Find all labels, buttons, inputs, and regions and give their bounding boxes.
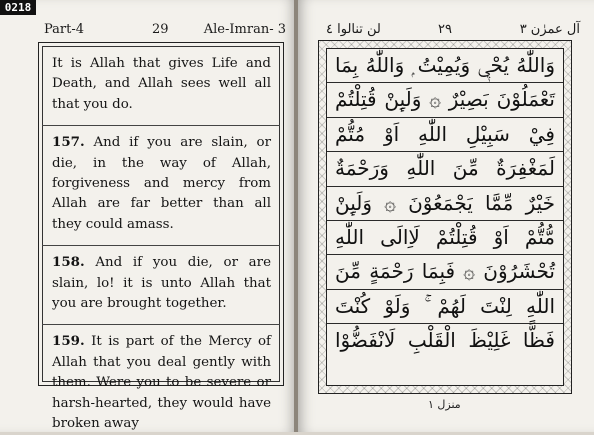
arabic-page-number: ۲۹ bbox=[438, 22, 452, 37]
arabic-line: خَيْرٌ مِّمَّا يَجْمَعُوْنَ ۞ وَلَىِٕنْ bbox=[327, 187, 563, 221]
verse-text: And if you die, or are slain, lo! it is unto Allah that you are brought together. bbox=[52, 255, 271, 312]
verse-text: It is Allah that gives Life and Death, and Allah sees well all that you do. bbox=[52, 56, 271, 112]
part-label: Part-4 bbox=[44, 22, 85, 37]
arabic-text-block bbox=[326, 48, 564, 386]
divider bbox=[42, 245, 280, 246]
divider bbox=[42, 125, 280, 126]
arabic-surah-label: آل عمرٰن ۳ bbox=[519, 22, 580, 37]
verse-number: 159. bbox=[52, 333, 85, 350]
arabic-line: وَاللّٰهُ يُحْيٖ وَيُمِيْتُ ۭ وَاللّٰهُ بِمَا bbox=[327, 49, 563, 83]
manzil-marker: منزل ۱ bbox=[428, 398, 461, 411]
paragraph-verse-156 bbox=[52, 53, 271, 115]
arabic-line: مُّتُّمْ اَوْ قُتِلْتُمْ لَاِالَى اللّٰهِ bbox=[327, 221, 563, 255]
left-page bbox=[0, 0, 296, 432]
surah-label: Ale-Imran- 3 bbox=[203, 22, 286, 37]
translation-inner-border bbox=[42, 46, 280, 432]
right-page-header bbox=[308, 22, 584, 40]
arabic-line: تُحْشَرُوْنَ ۞ فَبِمَا رَحْمَةٍ مِّنَ bbox=[327, 255, 563, 289]
left-page-header bbox=[44, 22, 290, 40]
verse-text: It is part of the Mercy of Allah that you deal gently with them. Were you to be severe or harsh-hearted, they would have broken away bbox=[52, 334, 271, 432]
translation-frame bbox=[38, 42, 284, 432]
paragraph-verse-157 bbox=[52, 132, 271, 235]
paragraph-verse-158 bbox=[52, 252, 271, 314]
verse-number: 157. bbox=[52, 134, 85, 151]
verse-number: 158. bbox=[52, 254, 85, 271]
page-number: 29 bbox=[152, 22, 169, 37]
image-id-badge: 0218 bbox=[0, 0, 36, 15]
paragraph-verse-159 bbox=[52, 331, 271, 434]
right-page bbox=[298, 0, 594, 432]
arabic-line: فِيْ سَبِيْلِ اللّٰهِ اَوْ مُتُّمْ bbox=[327, 118, 563, 152]
arabic-line: اللّٰهِ لِنْتَ لَهُمْ ۚ وَلَوْ كُنْتَ bbox=[327, 290, 563, 324]
arabic-line: فَظًّا غَلِيْظَ الْقَلْبِ لَانْفَضُّوْا bbox=[335, 328, 555, 353]
translation-text bbox=[43, 47, 279, 435]
arabic-line: لَمَغْفِرَةٌ مِّنَ اللّٰهِ وَرَحْمَةٌ bbox=[327, 152, 563, 186]
verse-text: And if you are slain, or die, in the way of Allah, forgiveness and mercy from Allah are far better than all they could amass. bbox=[52, 135, 271, 232]
arabic-ornamental-frame bbox=[318, 40, 572, 394]
divider bbox=[42, 324, 280, 325]
arabic-line: تَعْمَلُوْنَ بَصِيْرٌ ۞ وَلَىِٕنْ قُتِلْتُمْ bbox=[327, 83, 563, 117]
arabic-part-label: لن تنالوا ٤ bbox=[326, 22, 381, 37]
